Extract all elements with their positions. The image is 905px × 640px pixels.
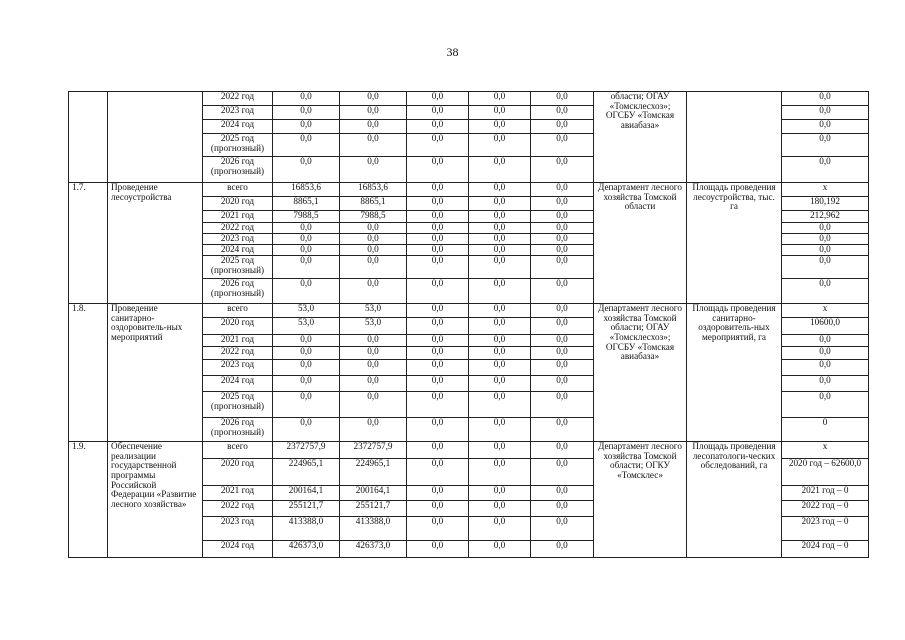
amount-col3: 0,0 [407,459,469,486]
indicator-value: 0,0 [782,347,869,360]
amount-col3: 0,0 [407,335,469,347]
year-cell: 2021 год [203,486,273,501]
amount-col3: 0,0 [407,157,469,183]
amount-col5: 0,0 [531,157,594,183]
amount-total: 0,0 [273,245,340,256]
amount-col4: 0,0 [469,517,531,541]
amount-col5: 0,0 [531,459,594,486]
amount-col5: 0,0 [531,106,594,120]
amount-total: 200164,1 [273,486,340,501]
amount-regional: 2372757,9 [340,442,407,459]
executor-cell: Департамент лесного хозяйства Томской области; ОГКУ «Томсклес» [594,442,687,558]
amount-total: 0,0 [273,92,340,106]
year-cell: 2022 год [203,223,273,234]
amount-col3: 0,0 [407,106,469,120]
indicator-cell: Площадь проведения лесоустройства, тыс. га [687,183,782,304]
amount-regional: 0,0 [340,245,407,256]
amount-col4: 0,0 [469,234,531,245]
amount-col3: 0,0 [407,120,469,134]
item-name: Проведение лесоустройства [108,183,203,304]
amount-total: 8865,1 [273,197,340,211]
year-cell: 2025 год (прогнозный) [203,392,273,418]
item-number: 1.7. [69,183,108,304]
year-cell: 2023 год [203,517,273,541]
year-cell: всего [203,304,273,318]
amount-regional: 0,0 [340,347,407,360]
amount-total: 0,0 [273,360,340,376]
amount-col4: 0,0 [469,459,531,486]
amount-col4: 0,0 [469,157,531,183]
year-cell: 2024 год [203,245,273,256]
amount-col4: 0,0 [469,541,531,558]
amount-col5: 0,0 [531,501,594,517]
item-number: 1.8. [69,304,108,442]
amount-col3: 0,0 [407,234,469,245]
indicator-cell: Площадь проведения лесопатологи-ческих обследований, га [687,442,782,558]
amount-col5: 0,0 [531,211,594,223]
indicator-value: 0 [782,418,869,442]
amount-total: 0,0 [273,134,340,157]
amount-regional: 7988,5 [340,211,407,223]
amount-col4: 0,0 [469,347,531,360]
indicator-value: 0,0 [782,106,869,120]
amount-col3: 0,0 [407,442,469,459]
indicator-value: 0,0 [782,335,869,347]
amount-col4: 0,0 [469,92,531,106]
amount-col3: 0,0 [407,541,469,558]
amount-col4: 0,0 [469,304,531,318]
amount-regional: 53,0 [340,304,407,318]
amount-col4: 0,0 [469,279,531,304]
amount-total: 224965,1 [273,459,340,486]
table-row [69,442,869,459]
amount-col5: 0,0 [531,279,594,304]
amount-regional: 16853,6 [340,183,407,197]
indicator-value: 0,0 [782,279,869,304]
indicator-value: 0,0 [782,256,869,279]
year-cell: всего [203,442,273,459]
year-cell: 2026 год (прогнозный) [203,418,273,442]
year-cell: 2025 год (прогнозный) [203,134,273,157]
amount-col5: 0,0 [531,347,594,360]
indicator-value: х [782,304,869,318]
amount-col4: 0,0 [469,376,531,392]
amount-total: 0,0 [273,279,340,304]
item-number: 1.9. [69,442,108,558]
amount-col5: 0,0 [531,223,594,234]
amount-regional: 0,0 [340,392,407,418]
amount-col3: 0,0 [407,347,469,360]
indicator-value: 2020 год – 62600,0 [782,459,869,486]
amount-col4: 0,0 [469,256,531,279]
item-name [108,92,203,183]
executor-cell: Департамент лесного хозяйства Томской области [594,183,687,304]
amount-col4: 0,0 [469,211,531,223]
amount-col5: 0,0 [531,318,594,335]
amount-regional: 200164,1 [340,486,407,501]
executor-cell: Департамент лесного хозяйства Томской области; ОГАУ «Томсклесхоз»; ОГСБУ «Томская авиабаза» [594,304,687,442]
amount-total: 16853,6 [273,183,340,197]
amount-total: 0,0 [273,106,340,120]
amount-col3: 0,0 [407,183,469,197]
year-cell: 2022 год [203,92,273,106]
amount-col4: 0,0 [469,183,531,197]
amount-total: 2372757,9 [273,442,340,459]
amount-regional: 0,0 [340,223,407,234]
amount-total: 255121,7 [273,501,340,517]
indicator-value: х [782,183,869,197]
year-cell: 2024 год [203,541,273,558]
amount-col5: 0,0 [531,256,594,279]
amount-col4: 0,0 [469,245,531,256]
amount-col3: 0,0 [407,501,469,517]
amount-col5: 0,0 [531,134,594,157]
item-number [69,92,108,183]
indicator-value: 0,0 [782,120,869,134]
amount-total: 0,0 [273,120,340,134]
executor-cell: области; ОГАУ «Томсклесхоз»; ОГСБУ «Томская авиабаза» [594,92,687,183]
amount-col4: 0,0 [469,501,531,517]
amount-regional: 0,0 [340,360,407,376]
amount-col4: 0,0 [469,106,531,120]
amount-col5: 0,0 [531,541,594,558]
indicator-value: 2023 год – 0 [782,517,869,541]
amount-col5: 0,0 [531,234,594,245]
amount-regional: 0,0 [340,335,407,347]
amount-total: 0,0 [273,256,340,279]
year-cell: 2024 год [203,120,273,134]
amount-col3: 0,0 [407,392,469,418]
amount-col3: 0,0 [407,211,469,223]
amount-col5: 0,0 [531,245,594,256]
amount-regional: 0,0 [340,92,407,106]
amount-col3: 0,0 [407,517,469,541]
year-cell: 2022 год [203,501,273,517]
indicator-value: 180,192 [782,197,869,211]
amount-total: 413388,0 [273,517,340,541]
indicator-value: 0,0 [782,92,869,106]
table-row [69,92,869,106]
amount-regional: 0,0 [340,279,407,304]
amount-col3: 0,0 [407,256,469,279]
budget-table [68,91,869,558]
indicator-value: 212,962 [782,211,869,223]
amount-col3: 0,0 [407,376,469,392]
amount-col3: 0,0 [407,245,469,256]
indicator-value: 0,0 [782,360,869,376]
amount-col5: 0,0 [531,304,594,318]
amount-col4: 0,0 [469,335,531,347]
amount-col5: 0,0 [531,442,594,459]
year-cell: 2023 год [203,234,273,245]
amount-col4: 0,0 [469,392,531,418]
amount-col4: 0,0 [469,134,531,157]
year-cell: 2020 год [203,197,273,211]
year-cell: 2023 год [203,360,273,376]
amount-regional: 0,0 [340,120,407,134]
amount-col5: 0,0 [531,517,594,541]
amount-col5: 0,0 [531,376,594,392]
table-body [69,92,869,558]
amount-regional: 413388,0 [340,517,407,541]
amount-col3: 0,0 [407,418,469,442]
amount-regional: 8865,1 [340,197,407,211]
amount-col4: 0,0 [469,318,531,335]
amount-regional: 0,0 [340,106,407,120]
year-cell: 2021 год [203,211,273,223]
year-cell: 2020 год [203,318,273,335]
page-number: 38 [446,45,459,59]
amount-col5: 0,0 [531,183,594,197]
year-cell: 2023 год [203,106,273,120]
item-name: Проведение санитарно-оздоровитель-ных мероприятий [108,304,203,442]
amount-col4: 0,0 [469,223,531,234]
year-cell: 2025 год (прогнозный) [203,256,273,279]
amount-col3: 0,0 [407,134,469,157]
amount-col4: 0,0 [469,120,531,134]
amount-regional: 53,0 [340,318,407,335]
item-name: Обеспечение реализации государственной программы Российской Федерации «Развитие лесного хозяйства» [108,442,203,558]
indicator-value: 0,0 [782,376,869,392]
amount-total: 0,0 [273,223,340,234]
amount-total: 0,0 [273,234,340,245]
indicator-value: 0,0 [782,134,869,157]
amount-total: 0,0 [273,392,340,418]
table-row [69,304,869,318]
amount-regional: 0,0 [340,234,407,245]
amount-regional: 0,0 [340,256,407,279]
year-cell: всего [203,183,273,197]
indicator-value: 0,0 [782,234,869,245]
amount-regional: 426373,0 [340,541,407,558]
amount-total: 0,0 [273,335,340,347]
amount-col3: 0,0 [407,223,469,234]
amount-regional: 224965,1 [340,459,407,486]
indicator-value: х [782,442,869,459]
amount-col4: 0,0 [469,418,531,442]
amount-total: 0,0 [273,418,340,442]
amount-regional: 0,0 [340,376,407,392]
amount-col4: 0,0 [469,197,531,211]
amount-regional: 0,0 [340,134,407,157]
amount-total: 7988,5 [273,211,340,223]
amount-col5: 0,0 [531,120,594,134]
amount-regional: 0,0 [340,418,407,442]
year-cell: 2020 год [203,459,273,486]
table-row [69,183,869,197]
amount-col5: 0,0 [531,360,594,376]
indicator-value: 0,0 [782,157,869,183]
indicator-cell: Площадь проведения санитарно-оздоровитель-ных мероприятий, га [687,304,782,442]
amount-col3: 0,0 [407,279,469,304]
amount-col5: 0,0 [531,197,594,211]
year-cell: 2026 год (прогнозный) [203,157,273,183]
indicator-cell [687,92,782,183]
amount-total: 53,0 [273,318,340,335]
amount-total: 53,0 [273,304,340,318]
indicator-value: 10600,0 [782,318,869,335]
amount-col3: 0,0 [407,486,469,501]
amount-col4: 0,0 [469,360,531,376]
amount-col5: 0,0 [531,486,594,501]
indicator-value: 0,0 [782,223,869,234]
amount-total: 426373,0 [273,541,340,558]
amount-col4: 0,0 [469,486,531,501]
amount-col3: 0,0 [407,304,469,318]
indicator-value: 0,0 [782,245,869,256]
amount-regional: 255121,7 [340,501,407,517]
amount-col3: 0,0 [407,92,469,106]
amount-total: 0,0 [273,157,340,183]
amount-total: 0,0 [273,347,340,360]
amount-col5: 0,0 [531,92,594,106]
indicator-value: 2022 год – 0 [782,501,869,517]
year-cell: 2024 год [203,376,273,392]
amount-col5: 0,0 [531,418,594,442]
year-cell: 2022 год [203,347,273,360]
indicator-value: 2024 год – 0 [782,541,869,558]
amount-col5: 0,0 [531,335,594,347]
amount-col5: 0,0 [531,392,594,418]
amount-regional: 0,0 [340,157,407,183]
amount-col3: 0,0 [407,360,469,376]
amount-total: 0,0 [273,376,340,392]
indicator-value: 0,0 [782,392,869,418]
year-cell: 2026 год (прогнозный) [203,279,273,304]
indicator-value: 2021 год – 0 [782,486,869,501]
amount-col3: 0,0 [407,197,469,211]
amount-col3: 0,0 [407,318,469,335]
amount-col4: 0,0 [469,442,531,459]
year-cell: 2021 год [203,335,273,347]
